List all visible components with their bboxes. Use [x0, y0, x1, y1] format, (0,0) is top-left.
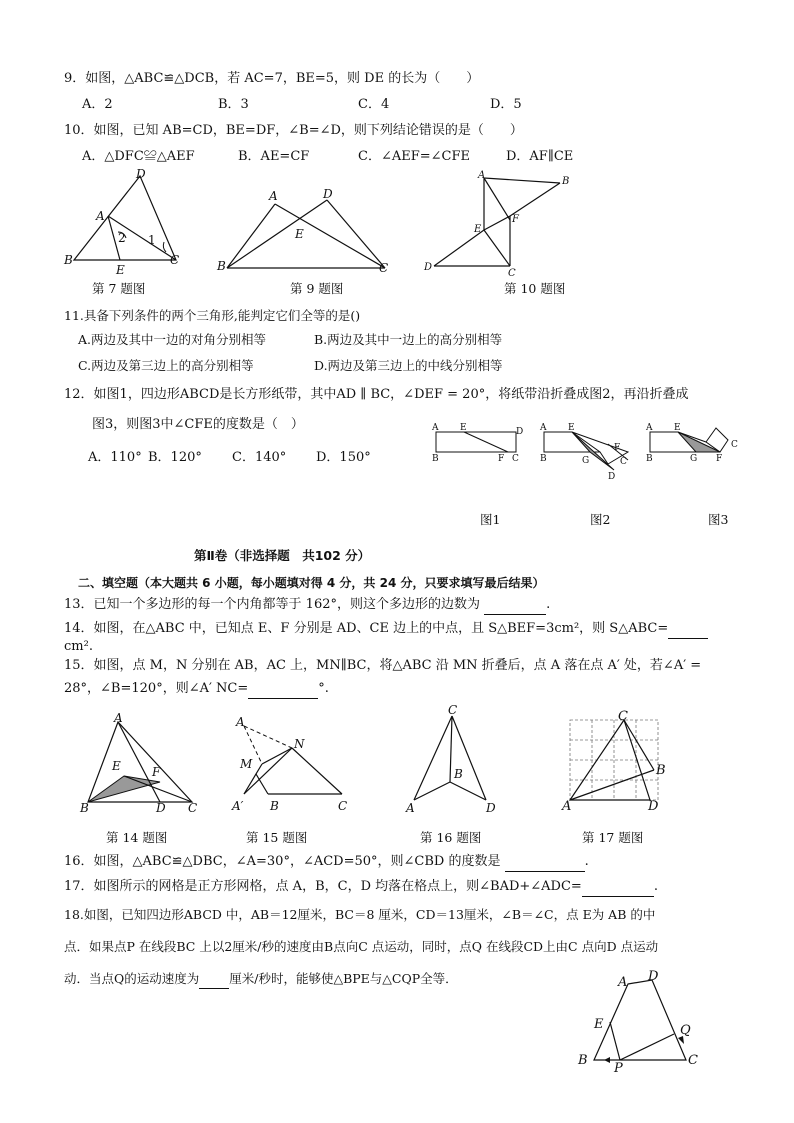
q18-line1: 18.如图，已知四边形ABCD 中，AB＝12厘米，BC＝8 厘米，CD＝13厘米，∠B＝∠C，点 E为 AB 的中 [64, 907, 656, 922]
fig12-3-label-b: B [646, 454, 653, 464]
part2-title: 第Ⅱ卷（非选择题 共102 分） [194, 548, 371, 563]
fig16-label-b: B [454, 767, 463, 781]
q11-option-c: C.两边及第三边上的高分别相等 [78, 358, 254, 373]
figure-12-3 [644, 420, 744, 465]
fig7-label-a: A [96, 209, 105, 223]
fig16-label-a: A [406, 801, 415, 815]
fig18-label-p: P [614, 1061, 623, 1076]
fig10-label-d: D [424, 262, 433, 273]
q11-option-a: A.两边及其中一边的对角分别相等 [78, 332, 267, 347]
fig7-label-c: C [170, 253, 180, 267]
q15-line1: 15．如图，点 M，N 分别在 AB，AC 上，MN∥BC，将△ABC 沿 MN 折叠后，点 A 落在点 A′ 处，若∠A′ = [64, 658, 702, 673]
q15-text: 28°，∠B=120°，则∠A′ NC= [64, 681, 249, 696]
fig10-label-e: E [474, 224, 482, 235]
fig10-label-a: A [478, 170, 486, 181]
fig18-label-e: E [594, 1017, 604, 1032]
fig16-label-d: D [486, 801, 496, 815]
q11-option-b: B.两边及其中一边上的高分别相等 [314, 332, 503, 347]
q12-option-a: A．110° [88, 450, 142, 465]
q10-option-b: B．AE=CF [238, 149, 310, 164]
fig10-label-c: C [508, 268, 516, 279]
fig9-label-a: A [269, 189, 278, 203]
q10-stem: 10．如图，已知 AB=CD，BE=DF，∠B=∠D，则下列结论错误的是（ ） [64, 123, 523, 138]
fig15-label-a: A [236, 715, 245, 729]
figure-16 [402, 704, 502, 814]
q9-option-d: D．5 [490, 97, 522, 112]
q13-answer-blank[interactable] [484, 596, 546, 615]
fig15-label-n: N [294, 737, 305, 751]
fig12-2-label-d: D [608, 472, 616, 482]
fig9-label-e: E [295, 227, 304, 241]
q16-answer-blank[interactable] [505, 853, 585, 872]
fig12-1-label-f: F [498, 454, 505, 464]
fig15-label-c: C [338, 799, 348, 813]
q18-line2: 点．如果点P 在线段BC 上以2厘米/秒的速度由B点向C 点运动，同时，点Q 在线段CD上由C 点向D 点运动 [64, 939, 659, 954]
figure-17 [562, 710, 672, 815]
q17-stem [64, 878, 658, 897]
fig9-label-c: C [379, 261, 389, 275]
fig12-1-label-e: E [460, 423, 467, 433]
fig12-2-label-b: B [540, 454, 547, 464]
q15-line2 [64, 680, 329, 699]
q14-line2: cm². [64, 639, 93, 654]
fig12-3-label-c: C [731, 440, 738, 450]
q17-end: . [653, 879, 658, 894]
fig12-1-label-a: A [432, 423, 439, 433]
fig18-label-a: A [618, 975, 628, 990]
caption-fig12-2: 图2 [590, 512, 611, 527]
fig14-label-d: D [156, 801, 166, 815]
q18-text: 动．当点Q的运动速度为 [64, 971, 200, 986]
fig14-label-f: F [152, 765, 161, 779]
figure-12-2 [538, 420, 638, 485]
fig16-label-c: C [448, 703, 458, 717]
fig7-label-1: 1 [148, 233, 156, 247]
fig10-label-b: B [562, 176, 570, 187]
q9-option-a: A．2 [82, 97, 113, 112]
q16-end: . [584, 854, 589, 869]
q12-option-b: B．120° [148, 450, 202, 465]
fig14-label-c: C [188, 801, 198, 815]
q13-text: 13．已知一个多边形的每一个内角都等于 162°，则这个多边形的边数为 [64, 597, 480, 612]
caption-fig7: 第 7 题图 [92, 281, 146, 296]
fig15-label-m: M [240, 757, 253, 771]
q18-end: 厘米/秒时，能够使△BPE与△CQP全等． [229, 971, 458, 986]
fig12-2-label-a: A [540, 423, 547, 433]
fig18-label-d: D [648, 969, 659, 984]
fig15-label-b: B [270, 799, 279, 813]
q16-text: 16．如图，△ABC≌△DBC，∠A=30°，∠ACD=50°，则∠CBD 的度数是 [64, 854, 501, 869]
q15-end: °. [318, 681, 329, 696]
caption-fig12-3: 图3 [708, 512, 729, 527]
fig14-label-a: A [114, 711, 123, 725]
q17-answer-blank[interactable] [582, 878, 654, 897]
q14-text: 14．如图，在△ABC 中，已知点 E、F 分别是 AD、CE 边上的中点，且 S△BEF=3cm²，则 S△ABC= [64, 621, 669, 636]
caption-fig12-1: 图1 [480, 512, 501, 527]
figure-7 [60, 167, 190, 277]
fig17-label-b: B [656, 763, 666, 778]
figure-15 [232, 712, 362, 812]
fig15-label-a-prime: A′ [232, 799, 244, 813]
fig12-1-label-b: B [432, 454, 439, 464]
q18-line3 [64, 970, 458, 989]
figure-10 [420, 170, 580, 279]
fig12-2-label-c: C [620, 457, 627, 467]
fig17-label-c: C [618, 709, 628, 724]
q17-text: 17．如图所示的网格是正方形网格，点 A，B，C，D 均落在格点上，则∠BAD+∠ADC= [64, 879, 582, 894]
q15-answer-blank[interactable] [248, 680, 318, 699]
q16-stem [64, 853, 589, 872]
fig17-label-a: A [562, 799, 572, 814]
q12-option-c: C．140° [232, 450, 287, 465]
q10-option-d: D．AF∥CE [506, 149, 574, 164]
fig12-2-label-g: G [582, 456, 590, 466]
section-fill-in: 二、填空题（本大题共 6 小题，每小题填对得 4 分，共 24 分，只要求填写最后结果） [78, 576, 545, 590]
fig12-3-label-f: F [716, 454, 723, 464]
fig18-label-b: B [578, 1053, 588, 1068]
figure-14 [80, 711, 200, 815]
q12-stem-line2: 图3，则图3中∠CFE的度数是（ ） [92, 417, 304, 432]
q9-option-b: B．3 [218, 97, 249, 112]
fig10-label-f: F [512, 214, 519, 225]
q9-stem: 9．如图，△ABC≌△DCB，若 AC=7，BE=5，则 DE 的长为（ ） [64, 71, 480, 86]
caption-fig15: 第 15 题图 [246, 830, 308, 845]
q13-stem [64, 596, 550, 615]
fig7-label-e: E [116, 263, 125, 277]
q12-stem-line1: 12．如图1，四边形ABCD是长方形纸带，其中AD ∥ BC，∠DEF = 20°，将纸带沿折叠成图2，再沿折叠成 [64, 387, 689, 402]
fig18-label-q: Q [680, 1023, 691, 1038]
fig12-2-label-f: F [614, 443, 621, 453]
fig12-3-label-g: G [690, 454, 698, 464]
fig9-label-b: B [217, 259, 226, 273]
fig12-3-label-e: E [674, 423, 681, 433]
caption-fig9: 第 9 题图 [290, 281, 344, 296]
caption-fig16: 第 16 题图 [420, 830, 482, 845]
q10-option-a: A．△DFC≌△AEF [82, 149, 195, 164]
fig14-label-e: E [112, 759, 121, 773]
q11-option-d: D.两边及第三边上的中线分别相等 [314, 358, 503, 373]
fig14-label-b: B [80, 801, 89, 815]
caption-fig10: 第 10 题图 [504, 281, 566, 296]
fig9-label-d: D [323, 187, 333, 201]
q14-line1 [64, 620, 708, 639]
q10-option-c: C．∠AEF=∠CFE [358, 149, 470, 164]
fig7-label-b: B [64, 253, 73, 267]
fig7-label-2: 2 [118, 231, 126, 245]
figure-18 [574, 968, 714, 1076]
fig12-2-label-e: E [568, 423, 575, 433]
figure-12-1 [430, 420, 530, 465]
fig18-label-c: C [688, 1053, 698, 1068]
q9-option-c: C．4 [358, 97, 390, 112]
q11-stem: 11.具备下列条件的两个三角形,能判定它们全等的是() [64, 308, 361, 323]
q12-option-d: D．150° [316, 450, 371, 465]
fig12-1-label-d: D [516, 427, 524, 437]
q18-answer-blank[interactable] [199, 970, 229, 989]
q13-end: . [546, 597, 551, 612]
fig17-label-d: D [648, 799, 659, 814]
fig12-1-label-c: C [512, 454, 519, 464]
caption-fig14: 第 14 题图 [106, 830, 168, 845]
fig12-3-label-a: A [646, 423, 653, 433]
fig7-label-d: D [136, 167, 146, 181]
caption-fig17: 第 17 题图 [582, 830, 644, 845]
q14-answer-blank[interactable] [668, 620, 708, 639]
figure-9 [215, 186, 395, 275]
